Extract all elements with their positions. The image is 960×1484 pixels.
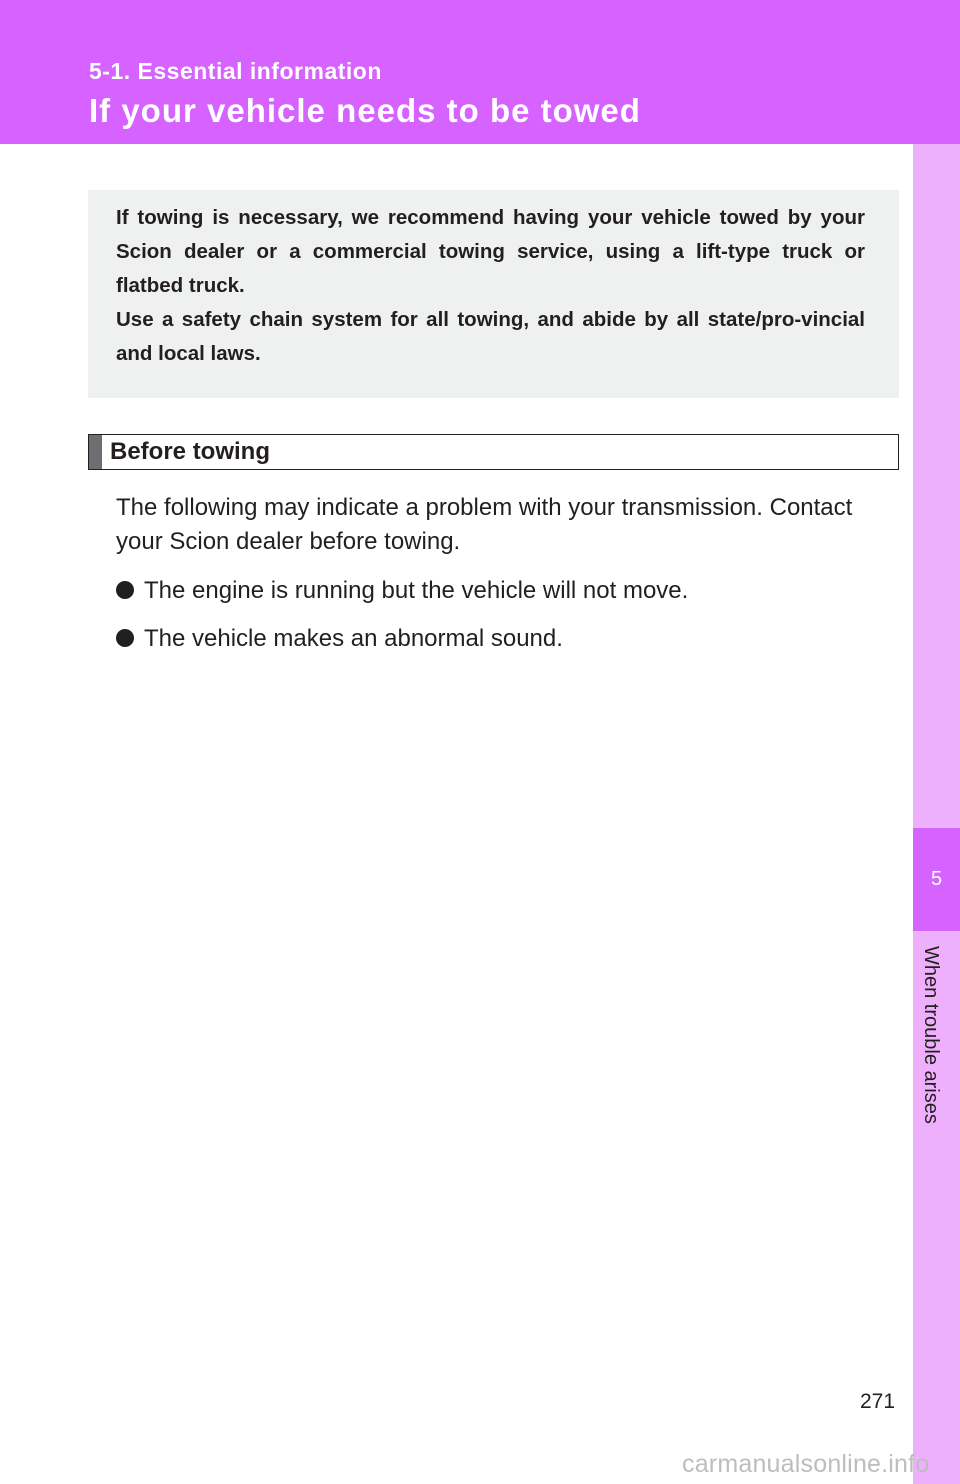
- section-title: Before towing: [110, 438, 270, 465]
- intro-paragraph-2: Use a safety chain system for all towing, and abide by all state/pro-vincial and local laws.: [116, 308, 865, 365]
- bullet-icon: [116, 629, 134, 647]
- section-heading: [88, 434, 899, 470]
- section-heading-bar: [89, 435, 102, 469]
- page-title: If your vehicle needs to be towed: [89, 92, 641, 129]
- bullet-icon: [116, 581, 134, 599]
- chapter-number: 5: [930, 868, 943, 890]
- list-item-text: The vehicle makes an abnormal sound.: [144, 625, 563, 652]
- list-item-text: The engine is running but the vehicle will not move.: [144, 577, 689, 604]
- chapter-label: When trouble arises: [920, 946, 942, 1124]
- chapter-tab[interactable]: [913, 828, 960, 931]
- section-body: The following may indicate a problem with your transmission. Contact your Scion dealer before towing.: [116, 494, 853, 555]
- list-item: [116, 576, 688, 606]
- watermark: carmanualsonline.info: [682, 1450, 930, 1478]
- intro-paragraph-1: If towing is necessary, we recommend having your vehicle towed by your Scion dealer or a commercial towing service, using a lift-type truck or flatbed truck.: [116, 206, 865, 297]
- section-label: 5-1. Essential information: [89, 58, 382, 84]
- page-number: 271: [860, 1390, 896, 1413]
- side-strip: [913, 144, 960, 1484]
- page-header: [0, 0, 960, 144]
- list-item: [116, 624, 563, 654]
